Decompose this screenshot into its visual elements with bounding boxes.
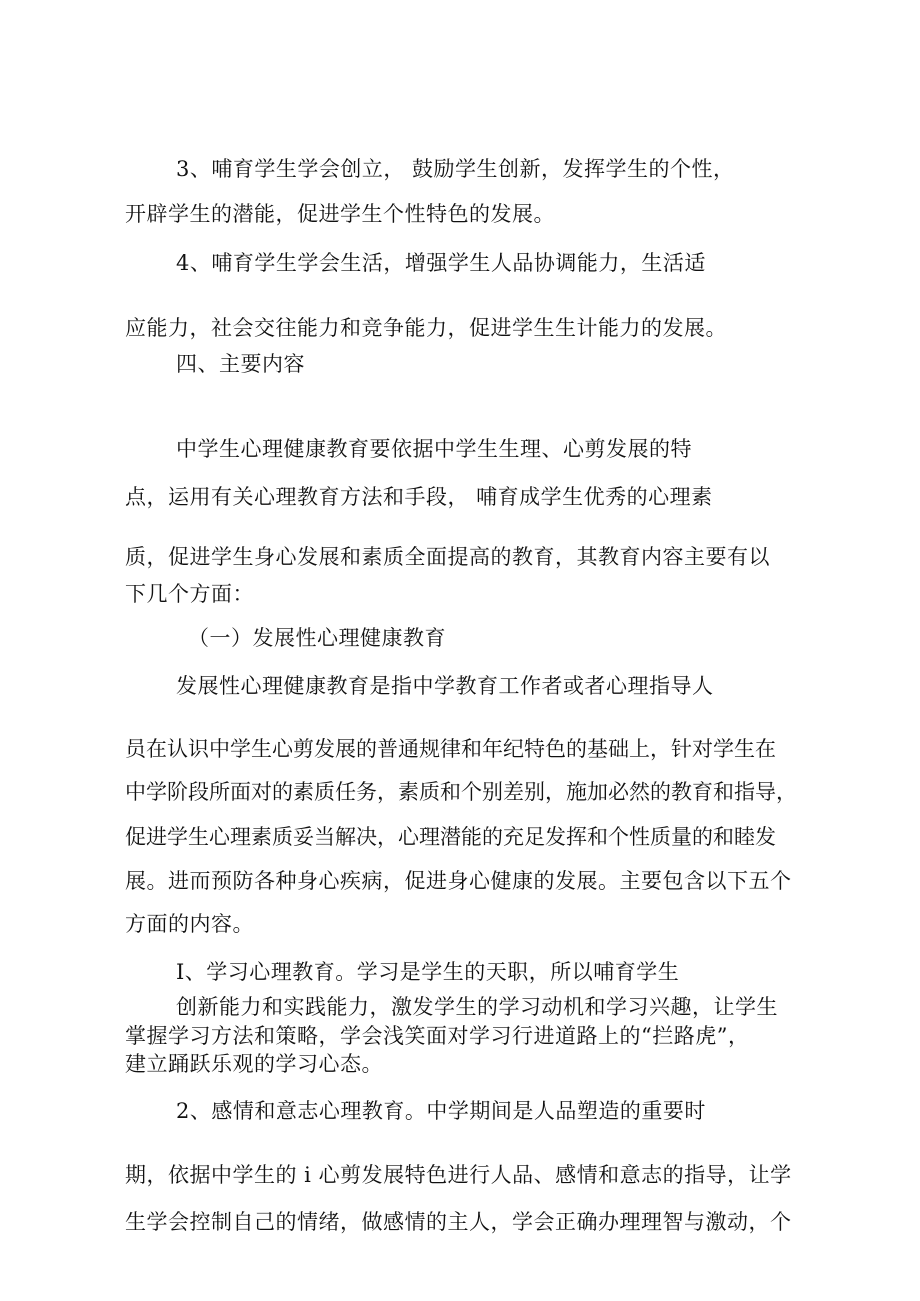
text-line: 下几个方面：	[125, 582, 254, 606]
text-line: 掌握学习方法和策略，学会浅笑面对学习行进道路上的“拦路虎”，	[125, 1024, 750, 1048]
text-line: 4、哺育学生学会生活，增强学生人品协调能力，生活适	[176, 251, 706, 275]
text-line: 创新能力和实践能力，激发学生的学习动机和学习兴趣，让学生	[176, 995, 778, 1019]
text-line: 展。进而预防各种身心疾病，促进身心健康的发展。主要包含以下五个	[125, 869, 792, 893]
text-line: 质，促进学生身心发展和素质全面提高的教育，其教育内容主要有以	[125, 545, 770, 569]
text-line: 发展性心理健康教育是指中学教育工作者或者心理指导人	[176, 674, 714, 698]
text-line: I、学习心理教育。学习是学生的天职，所以哺育学生	[176, 960, 680, 984]
text-line: 开辟学生的潜能，促进学生个性特色的发展。	[125, 202, 555, 226]
text-line: 点，运用有关心理教育方法和手段， 哺育成学生优秀的心理素	[125, 485, 713, 509]
text-line: 建立踊跃乐观的学习心态。	[125, 1052, 383, 1076]
section-heading: 四、主要内容	[176, 352, 305, 376]
text-line: 方面的内容。	[125, 912, 254, 936]
text-line: 期，依据中学生的 i 心剪发展特色进行人品、感情和意志的指导，让学	[125, 1163, 792, 1187]
text-line: 员在认识中学生心剪发展的普通规律和年纪特色的基础上，针对学生在	[125, 737, 776, 761]
subsection-heading: （一）发展性心理健康教育	[188, 626, 446, 650]
text-line: 3、哺育学生学会创立， 鼓励学生创新，发挥学生的个性，	[176, 157, 735, 181]
text-line: 促进学生心理素质妥当解决，心理潜能的充足发挥和个性质量的和睦发	[125, 825, 776, 849]
text-line: 中学生心理健康教育要依据中学生生理、心剪发展的特	[176, 437, 692, 461]
text-line: 应能力，社会交往能力和竞争能力，促进学生生计能力的发展。	[125, 316, 727, 340]
text-line: 生学会控制自己的情绪，做感情的主人，学会正确办理理智与激动，个	[125, 1210, 792, 1234]
text-line: 2、感情和意志心理教育。中学期间是人品塑造的重要时	[176, 1099, 706, 1123]
text-line: 中学阶段所面对的素质任务，素质和个别差别，施加必然的教育和指导，	[125, 780, 797, 804]
